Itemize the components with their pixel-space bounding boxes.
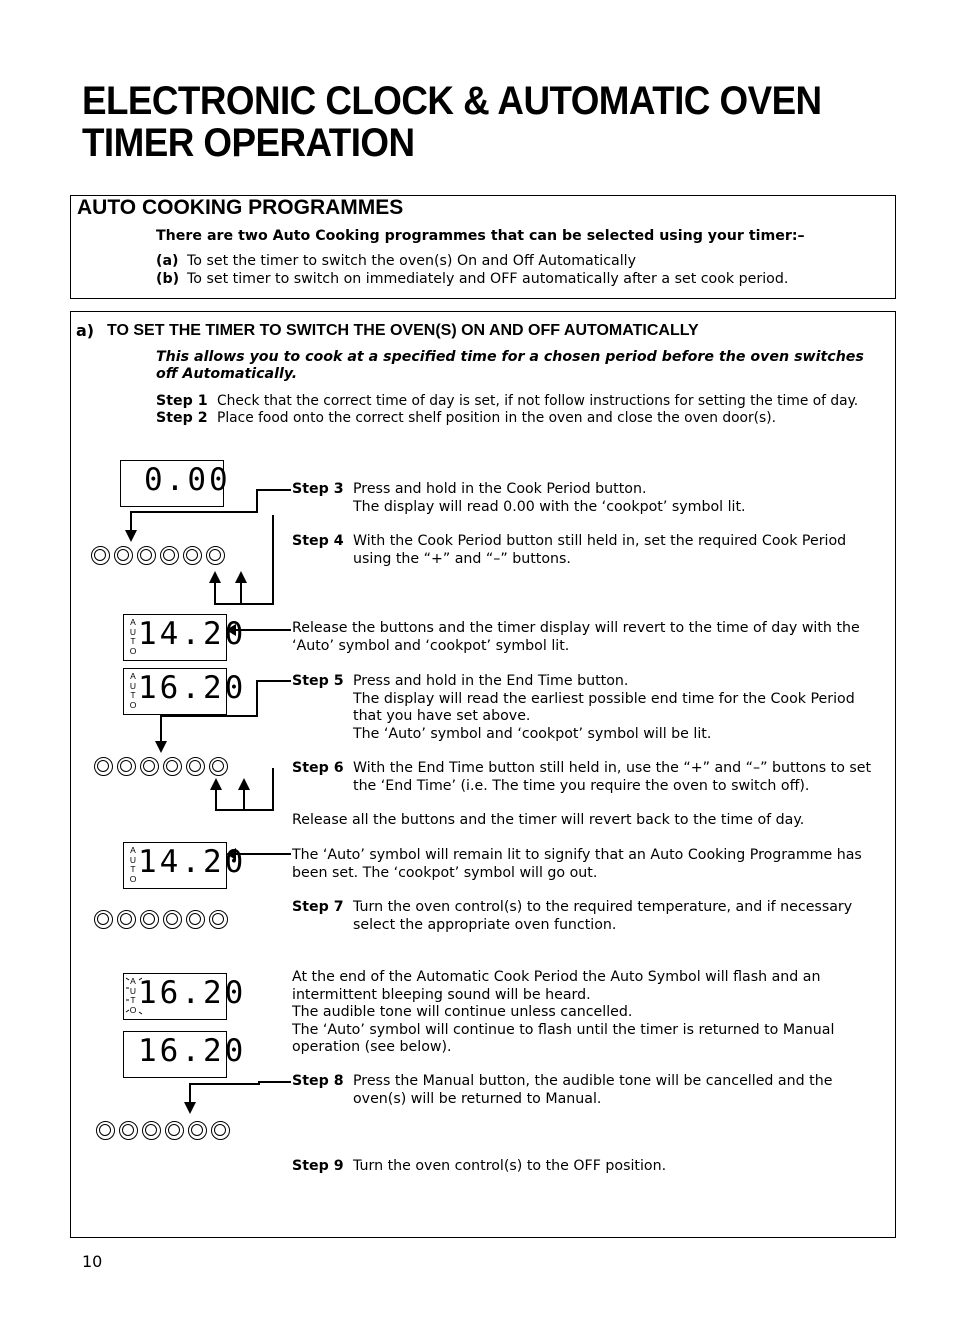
end-note-line-4: The ‘Auto’ symbol will continue to flash until the timer is returned to Manual <box>292 1021 835 1038</box>
page-title-line-2: TIMER OPERATION <box>82 121 415 165</box>
section-a-heading: TO SET THE TIMER TO SWITCH THE OVEN(S) ON AND OFF AUTOMATICALLY <box>107 322 699 339</box>
timer-button[interactable] <box>114 546 133 565</box>
step7-line-1: Turn the oven control(s) to the required temperature, and if necessary <box>353 899 853 915</box>
timer-display-cook-period <box>120 460 231 507</box>
step5-line-4: The ‘Auto’ symbol and ‘cookpot’ symbol will be lit. <box>353 725 712 742</box>
end-note-line-2: intermittent bleeping sound will be heard. <box>292 986 591 1003</box>
display-digits: 14.20 <box>138 844 247 880</box>
release-note-1-line-2: ‘Auto’ symbol and ‘cookpot’ symbol lit. <box>292 637 570 654</box>
step1-label: Step 1 <box>156 393 208 409</box>
step6-text <box>353 760 888 795</box>
timer-button[interactable] <box>209 757 228 776</box>
step6-line-1: With the End Time button still held in, use the “+” and “–” buttons to set <box>353 760 872 776</box>
auto-note-line-1: The ‘Auto’ symbol will remain lit to signify that an Auto Cooking Programme has <box>292 847 862 863</box>
step8-text <box>353 1073 888 1108</box>
step3-label: Step 3 <box>292 481 344 497</box>
timer-button[interactable] <box>163 910 182 929</box>
step7-line-2: select the appropriate oven function. <box>353 916 617 933</box>
timer-button[interactable] <box>186 757 205 776</box>
step3-line-2: The display will read 0.00 with the ‘cookpot’ symbol lit. <box>353 498 746 515</box>
auto-note-line-2: been set. The ‘cookpot’ symbol will go out. <box>292 864 598 881</box>
step9-label: Step 9 <box>292 1158 344 1174</box>
timer-button[interactable] <box>96 1121 115 1140</box>
display-digits: 16.20 <box>138 670 247 706</box>
display-digits: 0.00 <box>144 462 231 498</box>
timer-button[interactable] <box>211 1121 230 1140</box>
timer-button[interactable] <box>183 546 202 565</box>
auto-programmes-heading: AUTO COOKING PROGRAMMES <box>77 196 404 219</box>
auto-symbol: A U T O <box>129 845 137 884</box>
end-note-line-5: operation (see below). <box>292 1039 452 1055</box>
timer-button[interactable] <box>119 1121 138 1140</box>
step8-label: Step 8 <box>292 1073 344 1089</box>
timer-button[interactable] <box>140 910 159 929</box>
step4-text <box>353 533 888 568</box>
section-a-label: a) <box>76 321 95 340</box>
page-number: 10 <box>82 1252 103 1271</box>
end-of-cook-note <box>292 969 888 1057</box>
timer-buttons-row <box>91 546 225 565</box>
timer-button[interactable] <box>94 910 113 929</box>
end-note-line-3: The audible tone will continue unless cancelled. <box>292 1004 633 1020</box>
end-note-line-1: At the end of the Automatic Cook Period the Auto Symbol will flash and an <box>292 969 821 985</box>
timer-buttons-row <box>96 1121 230 1140</box>
page-title-line-1: ELECTRONIC CLOCK & AUTOMATIC OVEN <box>82 79 822 123</box>
auto-programmes-intro: There are two Auto Cooking programmes that can be selected using your timer:– <box>156 228 805 244</box>
step5-text <box>353 673 888 743</box>
timer-button[interactable] <box>94 757 113 776</box>
step7-text <box>353 899 888 934</box>
timer-button[interactable] <box>165 1121 184 1140</box>
timer-button[interactable] <box>117 757 136 776</box>
step5-line-3: that you have set above. <box>353 708 531 724</box>
timer-button[interactable] <box>91 546 110 565</box>
step2-label: Step 2 <box>156 410 208 426</box>
timer-button[interactable] <box>188 1121 207 1140</box>
step8-line-1: Press the Manual button, the audible tone will be cancelled and the <box>353 1073 833 1089</box>
step1-text: Check that the correct time of day is set, if not follow instructions for setting the time of day. <box>217 393 859 409</box>
timer-display-manual <box>123 1031 247 1078</box>
timer-button[interactable] <box>163 757 182 776</box>
item-a-text: To set the timer to switch the oven(s) On and Off Automatically <box>187 253 636 269</box>
step3-text <box>353 481 888 516</box>
auto-symbol: A U T O <box>129 617 137 656</box>
timer-button[interactable] <box>117 910 136 929</box>
timer-button[interactable] <box>142 1121 161 1140</box>
auto-symbol-flashing: A U T O <box>129 976 137 1015</box>
timer-button[interactable] <box>206 546 225 565</box>
timer-display-auto-set <box>123 842 247 889</box>
section-a-intro-1: This allows you to cook at a specified time for a chosen period before the oven switches <box>156 349 864 365</box>
release-note-1 <box>292 620 888 655</box>
timer-button[interactable] <box>209 910 228 929</box>
step4-line-1: With the Cook Period button still held in, set the required Cook Period <box>353 533 847 549</box>
timer-display-time-of-day <box>123 614 247 661</box>
step2-text: Place food onto the correct shelf position in the oven and close the oven door(s). <box>217 410 777 426</box>
item-b-label: (b) <box>156 271 180 287</box>
section-a-intro-2: off Automatically. <box>156 366 298 382</box>
timer-display-auto-flashing <box>123 973 247 1020</box>
auto-note <box>292 847 888 882</box>
timer-button[interactable] <box>186 910 205 929</box>
timer-display-end-time <box>123 668 247 715</box>
step6-line-2: the ‘End Time’ (i.e. The time you require the oven to switch off). <box>353 777 810 794</box>
timer-button[interactable] <box>160 546 179 565</box>
auto-symbol: A U T O <box>129 671 137 710</box>
timer-buttons-row <box>94 910 228 929</box>
step7-label: Step 7 <box>292 899 344 915</box>
timer-button[interactable] <box>140 757 159 776</box>
display-digits: 14.20 <box>138 616 247 652</box>
display-digits: 16.20 <box>138 975 247 1011</box>
step5-label: Step 5 <box>292 673 344 689</box>
display-digits: 16.20 <box>138 1033 247 1069</box>
step5-line-2: The display will read the earliest possible end time for the Cook Period <box>353 690 855 707</box>
item-b-text: To set timer to switch on immediately and OFF automatically after a set cook period. <box>187 271 789 287</box>
release-note-1-line-1: Release the buttons and the timer display will revert to the time of day with the <box>292 620 860 636</box>
step6-label: Step 6 <box>292 760 344 776</box>
step3-line-1: Press and hold in the Cook Period button. <box>353 481 647 497</box>
step5-line-1: Press and hold in the End Time button. <box>353 673 629 689</box>
step9-text: Turn the oven control(s) to the OFF position. <box>353 1158 667 1174</box>
step4-line-2: using the “+” and “–” buttons. <box>353 550 571 567</box>
timer-buttons-row <box>94 757 228 776</box>
release-note-2: Release all the buttons and the timer will revert back to the time of day. <box>292 812 805 828</box>
step4-label: Step 4 <box>292 533 344 549</box>
step8-line-2: oven(s) will be returned to Manual. <box>353 1090 602 1107</box>
timer-button[interactable] <box>137 546 156 565</box>
item-a-label: (a) <box>156 253 179 269</box>
